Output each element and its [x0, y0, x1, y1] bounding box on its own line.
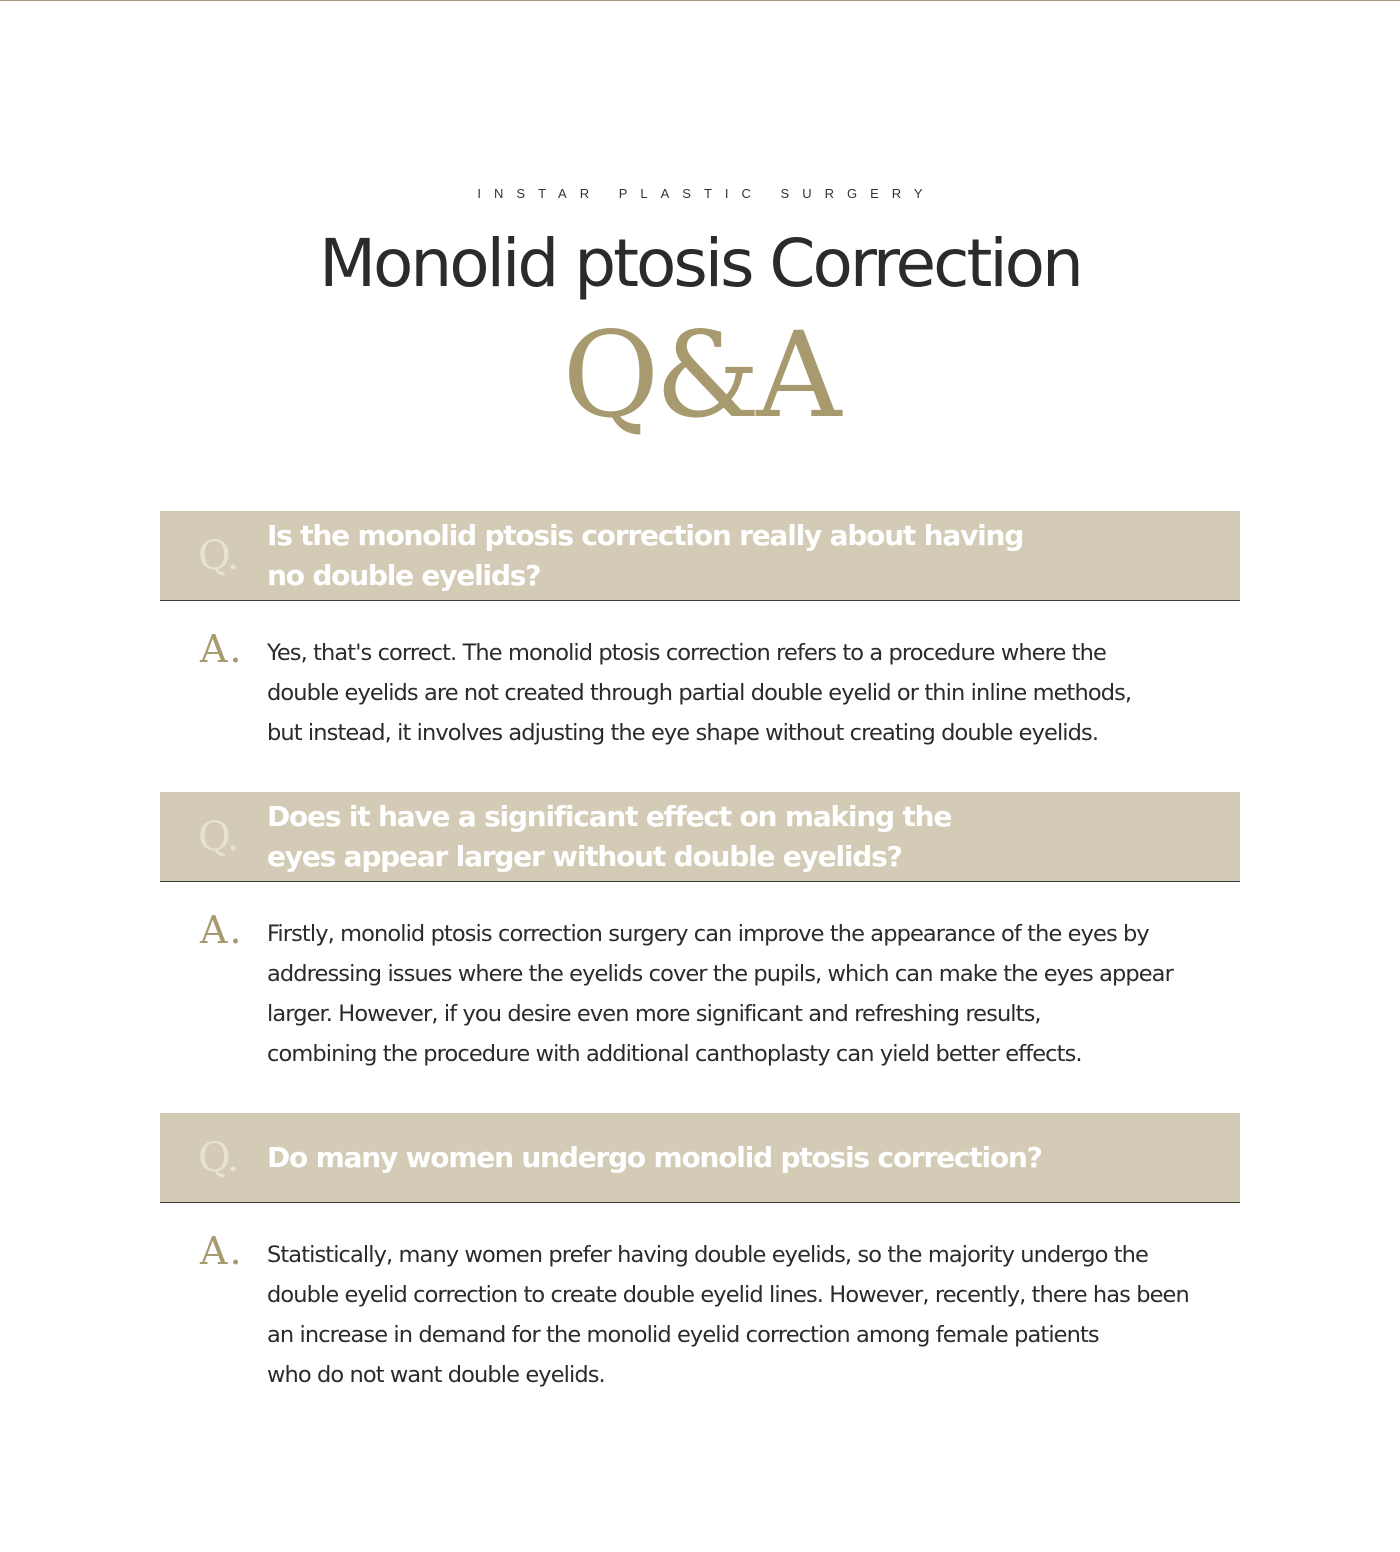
page-title: Monolid ptosis Correction — [319, 225, 1081, 302]
answer-text — [267, 633, 1227, 753]
answer-line: Firstly, monolid ptosis correction surgery can improve the appearance of the eyes by — [267, 921, 1149, 947]
answer-mark-icon: A. — [200, 1229, 244, 1273]
answer-line: Statistically, many women prefer having double eyelids, so the majority undergo the — [267, 1242, 1148, 1268]
question-bar — [160, 511, 1240, 601]
question-line: no double eyelids? — [267, 558, 541, 592]
answer-line: but instead, it involves adjusting the eye shape without creating double eyelids. — [267, 720, 1099, 746]
answer-line: who do not want double eyelids. — [267, 1362, 605, 1388]
answer-text — [267, 914, 1227, 1074]
answer-row — [160, 1203, 1240, 1395]
question-line: Does it have a significant effect on making the — [267, 799, 952, 833]
answer-line: Yes, that's correct. The monolid ptosis correction refers to a procedure where the — [267, 640, 1106, 666]
answer-text — [267, 1235, 1227, 1395]
answer-line: larger. However, if you desire even more significant and refreshing results, — [267, 1001, 1041, 1027]
question-text — [267, 516, 1167, 596]
question-text — [267, 1138, 1167, 1178]
question-mark-icon: Q. — [198, 532, 238, 579]
answer-line: an increase in demand for the monolid eyelid correction among female patients — [267, 1322, 1099, 1348]
answer-line: double eyelid correction to create double eyelid lines. However, recently, there has been — [267, 1282, 1189, 1308]
answer-line: addressing issues where the eyelids cover the pupils, which can make the eyes appear — [267, 961, 1173, 987]
faq-item-1 — [160, 511, 1240, 753]
faq-item-3 — [160, 1113, 1240, 1395]
answer-mark-icon: A. — [200, 908, 244, 952]
answer-row — [160, 882, 1240, 1074]
question-line: Do many women undergo monolid ptosis correction? — [267, 1140, 1042, 1174]
question-text — [267, 797, 1167, 877]
answer-line: double eyelids are not created through partial double eyelid or thin inline methods, — [267, 680, 1132, 706]
question-bar — [160, 1113, 1240, 1203]
faq-item-2 — [160, 792, 1240, 1074]
question-mark-icon: Q. — [198, 1134, 238, 1181]
question-line: Is the monolid ptosis correction really about having — [267, 518, 1024, 552]
question-line: eyes appear larger without double eyelids? — [267, 839, 902, 873]
qa-logo: Q&A — [562, 306, 838, 444]
answer-line: combining the procedure with additional canthoplasty can yield better effects. — [267, 1041, 1082, 1067]
question-bar — [160, 792, 1240, 882]
question-mark-icon: Q. — [198, 813, 238, 860]
answer-mark-icon: A. — [200, 627, 244, 671]
brand-eyebrow: INSTAR PLASTIC SURGERY — [477, 186, 936, 201]
answer-row — [160, 601, 1240, 753]
top-divider — [0, 0, 1400, 1]
